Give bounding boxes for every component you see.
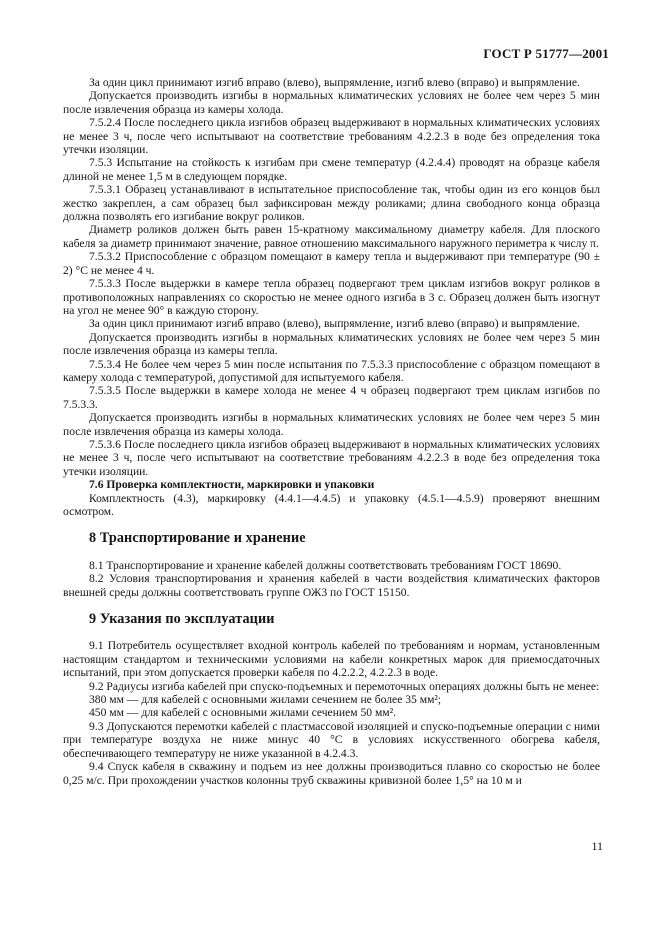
paragraph: 7.5.3.5 После выдержки в камере холода не менее 4 ч образец подвергают трем циклам изгибов по 7.5.3.3. xyxy=(63,384,600,411)
section-9-heading: 9 Указания по эксплуатации xyxy=(89,611,275,628)
subsection-heading-7-6: 7.6 Проверка комплектности, маркировки и упаковки xyxy=(89,478,375,492)
paragraph: Допускается производить изгибы в нормальных климатических условиях не более чем через 5 мин после извлечения образца из камеры тепла. xyxy=(63,330,600,358)
paragraph: 7.5.3.3 После выдержки в камере тепла образец подвергают трем циклам изгибов вокруг роликов в противоположных направлениях со скоростью не менее одного изгиба в 3 с. Образец должен быть изогнут на угол не менее 90° в каждую сторону. xyxy=(63,277,600,317)
paragraph: Допускается производить изгибы в нормальных климатических условиях не более чем через 5 мин после извлечения образца из камеры холода. xyxy=(63,89,600,116)
page-number: 11 xyxy=(591,839,603,853)
paragraph: Комплектность (4.3), маркировку (4.4.1—4.4.5) и упаковку (4.5.1—4.5.9) проверяют внешним осмотром. xyxy=(63,491,600,518)
paragraph: Диаметр роликов должен быть равен 15-кратному максимальному диаметру кабеля. Для плоского кабеля за диаметр принимают значение, равное отношению максимального наружного периметра к числу π. xyxy=(63,223,600,250)
paragraph: 7.5.3.2 Приспособление с образцом помещают в камеру тепла и выдерживают при температуре (90 ± 2) °С не менее 4 ч. xyxy=(63,250,600,277)
document-body xyxy=(63,76,600,787)
paragraph: 9.2 Радиусы изгиба кабелей при спуско-подъемных и перемоточных операциях должны быть не менее: xyxy=(89,679,600,693)
paragraph: 8.1 Транспортирование и хранение кабелей должны соответствовать требованиям ГОСТ 18690. xyxy=(89,558,562,572)
paragraph: 8.2 Условия транспортирования и хранения кабелей в части воздействия климатических факторов внешней среды должны соответствовать группе ОЖ3 по ГОСТ 15150. xyxy=(63,572,600,599)
paragraph: 7.5.3 Испытание на стойкость к изгибам при смене температур (4.2.4.4) проводят на образце кабеля длиной не менее 1,5 м в следующем порядке. xyxy=(63,156,600,183)
paragraph: 7.5.3.1 Образец устанавливают в испытательное приспособление так, чтобы один из его концов был жестко закреплен, а сам образец был зафиксирован между роликами; длина свободного конца образца должна позволять его изгибание вокруг роликов. xyxy=(63,183,600,224)
paragraph: 7.5.3.6 После последнего цикла изгибов образец выдерживают в нормальных климатических условиях не менее 3 ч, после чего испытывают на соответствие требованиям 4.2.2.3 в воде без определения тока утечки изоляции. xyxy=(63,437,600,478)
paragraph: 7.5.2.4 После последнего цикла изгибов образец выдерживают в нормальных климатических условиях не менее 3 ч, после чего испытывают на соответствие требованиям 4.2.2.3 в воде без определения тока утечки изоляции. xyxy=(63,116,600,157)
paragraph: 380 мм — для кабелей с основными жилами сечением не более 35 мм²; xyxy=(89,693,442,707)
paragraph: 450 мм — для кабелей с основными жилами сечением 50 мм². xyxy=(89,706,397,720)
paragraph: За один цикл принимают изгиб вправо (влево), выпрямление, изгиб влево (вправо) и выпрямление. xyxy=(89,76,580,89)
section-8-heading: 8 Транспортирование и хранение xyxy=(89,530,306,547)
paragraph: 9.4 Спуск кабеля в скважину и подъем из нее должны производиться плавно со скоростью не более 0,25 м/с. При прохождении участков колонны труб скважины кривизной более 1,5° на 10 м и xyxy=(63,760,600,787)
paragraph: 7.5.3.4 Не более чем через 5 мин после испытания по 7.5.3.3 приспособление с образцом помещают в камеру холода с температурой, допустимой для испытуемого кабеля. xyxy=(63,357,600,384)
paragraph: Допускается производить изгибы в нормальных климатических условиях не более чем через 5 мин после извлечения образца из камеры холода. xyxy=(63,411,600,438)
paragraph: 9.1 Потребитель осуществляет входной контроль кабелей по требованиям и нормам, установленным настоящим стандартом и техническими условиями на кабели конкретных марок для приемосдаточных испытаний, при этом допускается проверки кабеля по 4.2.2.2, 4.2.2.3 в воде. xyxy=(63,639,600,680)
paragraph: За один цикл принимают изгиб вправо (влево), выпрямление, изгиб влево (вправо) и выпрямление. xyxy=(89,317,580,331)
document-code-header: ГОСТ Р 51777—2001 xyxy=(483,46,609,61)
paragraph: 9.3 Допускаются перемотки кабелей с пластмассовой изоляцией и спуско-подъемные операции с ними при температуре воздуха не ниже минус 40 °С в условиях искусственного обогрева кабеля, обеспечивающего температуру не ниже указанной в 4.2.4.3. xyxy=(63,719,600,760)
